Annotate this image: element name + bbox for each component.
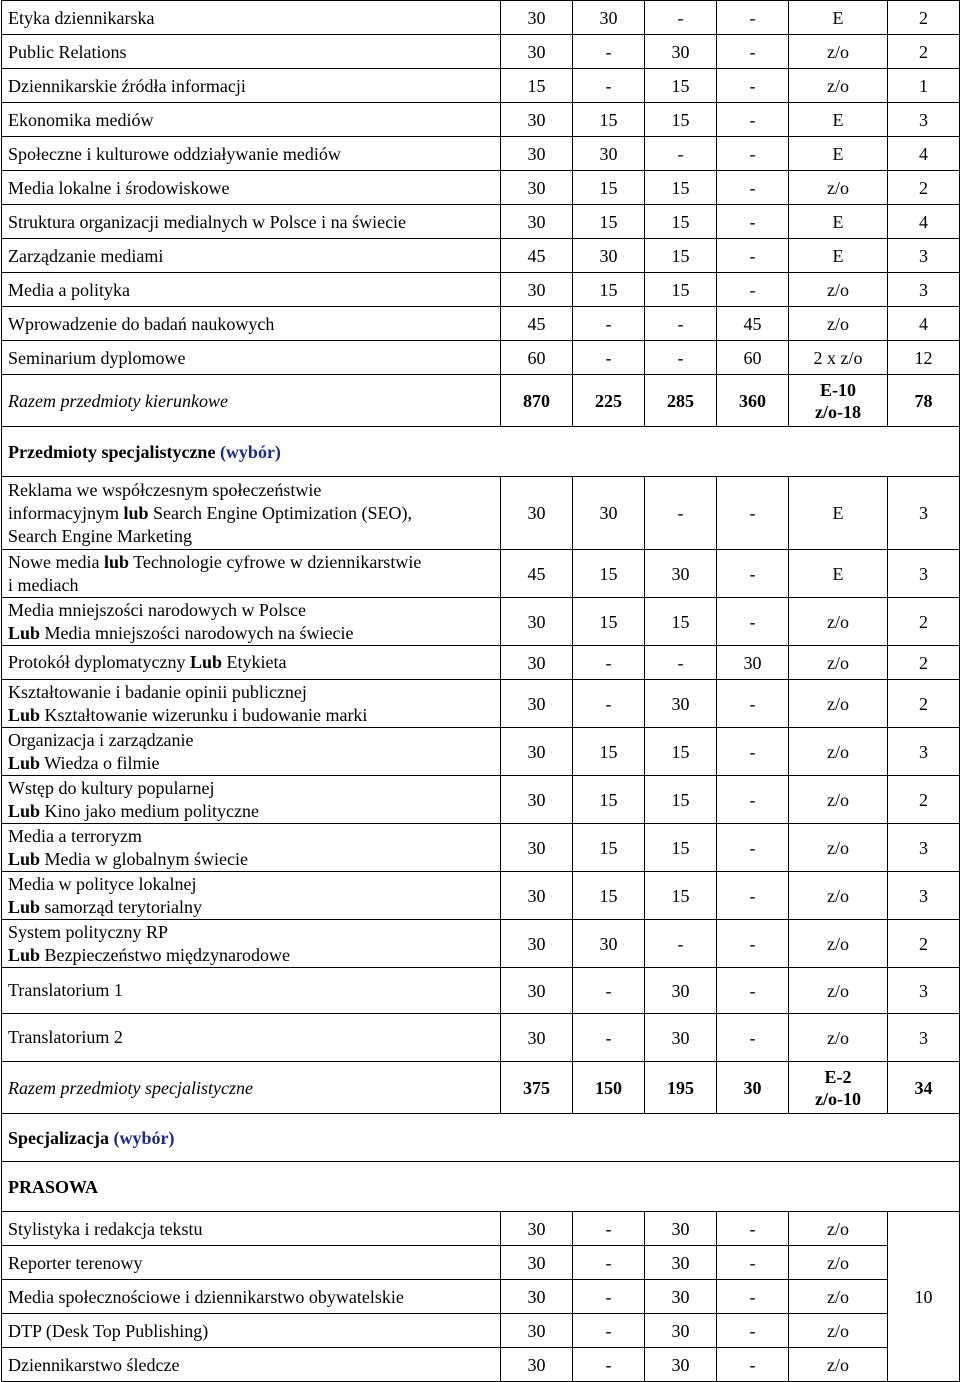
table-row [2, 550, 960, 598]
course-name: Społeczne i kulturowe oddziaływanie mediów [2, 137, 501, 171]
course-value-c3: 15 [645, 598, 717, 646]
table-row [2, 1314, 960, 1348]
section-heading-row [2, 427, 960, 477]
or-keyword: Lub [8, 752, 41, 773]
course-value-c2: 30 [573, 239, 645, 273]
course-value-c5: z/o [789, 1314, 888, 1348]
course-value-c1: 30 [501, 1246, 573, 1280]
course-value-c5: z/o [789, 171, 888, 205]
course-value-c1: 30 [501, 137, 573, 171]
section-heading [2, 427, 960, 477]
table-row [2, 1014, 960, 1062]
course-name: Ekonomika mediów [2, 103, 501, 137]
course-name-part: Media mniejszości narodowych na świecie [40, 622, 354, 643]
course-name-part: Organizacja i zarządzanie [8, 729, 194, 750]
course-name [2, 776, 501, 824]
table-row [2, 1246, 960, 1280]
course-value-c4: - [717, 1348, 789, 1382]
table-row [2, 1348, 960, 1382]
course-value-c2: 15 [573, 776, 645, 824]
course-value-c2: 15 [573, 171, 645, 205]
table-row [2, 205, 960, 239]
course-value-c5: z/o [789, 273, 888, 307]
summary-value-c4: 360 [717, 375, 789, 427]
course-name [2, 968, 501, 1014]
course-value-c5: z/o [789, 824, 888, 872]
course-value-c3: 15 [645, 239, 717, 273]
table-row [2, 968, 960, 1014]
course-value-c5: E [789, 205, 888, 239]
course-value-c1: 30 [501, 171, 573, 205]
course-value-c3: - [645, 477, 717, 550]
summary-value-c4: 30 [717, 1062, 789, 1114]
course-value-c1: 30 [501, 646, 573, 680]
course-value-c2: 15 [573, 598, 645, 646]
course-name-part: Protokół dyplomatyczny [8, 652, 190, 672]
summary-value-c3: 285 [645, 375, 717, 427]
course-name-part: Technologie cyfrowe w dziennikarstwie [129, 551, 422, 572]
table-row [2, 1280, 960, 1314]
course-value-c6: 2 [888, 598, 960, 646]
course-value-c2: - [573, 1348, 645, 1382]
table-row [2, 872, 960, 920]
summary-value-c1: 375 [501, 1062, 573, 1114]
summary-label: Razem przedmioty kierunkowe [2, 375, 501, 427]
course-value-c2: 15 [573, 872, 645, 920]
course-value-c2: - [573, 1212, 645, 1246]
course-value-c6: 3 [888, 824, 960, 872]
course-name-part: Media mniejszości narodowych w Polsce [8, 599, 306, 620]
course-value-c1: 30 [501, 477, 573, 550]
course-value-c3: 30 [645, 1348, 717, 1382]
course-value-c6: 3 [888, 1014, 960, 1062]
course-name-part: Wstęp do kultury popularnej [8, 777, 215, 798]
course-value-c5: z/o [789, 1212, 888, 1246]
course-value-c1: 60 [501, 341, 573, 375]
course-value-c4: - [717, 1212, 789, 1246]
table-row [2, 69, 960, 103]
course-name-part: Search Engine Optimization (SEO), [148, 502, 412, 523]
course-value-c5: z/o [789, 728, 888, 776]
course-value-c4: - [717, 872, 789, 920]
course-name [2, 477, 501, 550]
course-name: Etyka dziennikarska [2, 1, 501, 35]
course-value-c2: - [573, 35, 645, 69]
course-value-c3: 15 [645, 69, 717, 103]
course-value-c3: 30 [645, 550, 717, 598]
course-value-c6: 2 [888, 1, 960, 35]
course-value-c2: 15 [573, 205, 645, 239]
course-value-c3: 15 [645, 728, 717, 776]
summary-ects: 78 [888, 375, 960, 427]
course-value-c1: 30 [501, 728, 573, 776]
section-heading-text: PRASOWA [8, 1176, 99, 1197]
course-value-c3: - [645, 1, 717, 35]
course-name-part: Bezpieczeństwo międzynarodowe [40, 944, 290, 965]
course-value-c5: z/o [789, 69, 888, 103]
course-name-part: informacyjnym [8, 502, 124, 523]
section-heading [2, 1162, 960, 1212]
course-value-c4: - [717, 728, 789, 776]
section-heading [2, 1114, 960, 1162]
course-value-c4: - [717, 776, 789, 824]
course-value-c3: 15 [645, 872, 717, 920]
course-value-c2: 15 [573, 824, 645, 872]
course-value-c1: 30 [501, 1348, 573, 1382]
course-name-part: Reklama we współczesnym społeczeństwie [8, 479, 322, 500]
summary-value-c2: 150 [573, 1062, 645, 1114]
course-value-c2: - [573, 646, 645, 680]
course-name: Dziennikarstwo śledcze [2, 1348, 501, 1382]
course-value-c4: - [717, 680, 789, 728]
course-value-c4: - [717, 1014, 789, 1062]
course-name-part: samorząd terytorialny [40, 896, 202, 917]
section-heading-choice: (wybór) [219, 441, 281, 462]
course-name [2, 824, 501, 872]
table-row [2, 1212, 960, 1246]
section-heading-row [2, 1162, 960, 1212]
course-name [2, 598, 501, 646]
course-value-c5: z/o [789, 1348, 888, 1382]
course-value-c1: 45 [501, 550, 573, 598]
course-name-part: Wiedza o filmie [40, 752, 160, 773]
table-row [2, 680, 960, 728]
course-name [2, 728, 501, 776]
course-name: Reporter terenowy [2, 1246, 501, 1280]
course-name: Wprowadzenie do badań naukowych [2, 307, 501, 341]
course-value-c4: - [717, 69, 789, 103]
course-value-c1: 30 [501, 872, 573, 920]
course-value-c6: 3 [888, 103, 960, 137]
course-value-c2: - [573, 341, 645, 375]
course-value-c2: - [573, 69, 645, 103]
course-value-c5: E [789, 477, 888, 550]
section-heading-choice: (wybór) [113, 1127, 175, 1148]
course-value-c5: 2 x z/o [789, 341, 888, 375]
course-value-c6: 3 [888, 968, 960, 1014]
course-value-c3: 15 [645, 273, 717, 307]
course-value-c4: - [717, 477, 789, 550]
course-value-c5: z/o [789, 307, 888, 341]
course-value-c3: - [645, 307, 717, 341]
course-name-part: Media a terroryzm [8, 825, 142, 846]
summary-value-c2: 225 [573, 375, 645, 427]
course-value-c3: 30 [645, 1280, 717, 1314]
or-keyword: lub [103, 551, 129, 572]
or-keyword: Lub [189, 652, 223, 672]
course-name [2, 920, 501, 968]
course-value-c4: - [717, 273, 789, 307]
or-keyword: Lub [8, 800, 41, 821]
course-value-c6: 2 [888, 171, 960, 205]
course-value-c6: 4 [888, 137, 960, 171]
course-value-c4: - [717, 598, 789, 646]
course-value-c6: 2 [888, 35, 960, 69]
course-value-c1: 45 [501, 239, 573, 273]
course-value-c2: - [573, 307, 645, 341]
course-value-c4: 60 [717, 341, 789, 375]
course-value-c5: E [789, 137, 888, 171]
course-value-c6: 4 [888, 205, 960, 239]
course-value-c1: 30 [501, 920, 573, 968]
table-row [2, 341, 960, 375]
course-value-c6: 2 [888, 920, 960, 968]
course-name: Seminarium dyplomowe [2, 341, 501, 375]
summary-exam-totals [789, 1062, 888, 1114]
course-value-c6: 3 [888, 550, 960, 598]
table-row [2, 477, 960, 550]
course-value-c2: 30 [573, 137, 645, 171]
course-value-c3: 15 [645, 776, 717, 824]
course-name: Dziennikarskie źródła informacji [2, 69, 501, 103]
course-name-part: Kształtowanie i badanie opinii publicznej [8, 681, 307, 702]
course-value-c5: z/o [789, 598, 888, 646]
course-value-c3: 30 [645, 1212, 717, 1246]
course-value-c2: 15 [573, 273, 645, 307]
summary-exam-totals [789, 375, 888, 427]
course-value-c4: - [717, 35, 789, 69]
table-row [2, 728, 960, 776]
course-name: Public Relations [2, 35, 501, 69]
course-value-c4: - [717, 1, 789, 35]
course-value-c3: 15 [645, 171, 717, 205]
course-value-c4: - [717, 920, 789, 968]
course-value-c3: 30 [645, 680, 717, 728]
course-value-c3: 30 [645, 35, 717, 69]
course-value-c4: - [717, 1314, 789, 1348]
course-value-c1: 45 [501, 307, 573, 341]
course-value-c2: - [573, 1314, 645, 1348]
summary-label: Razem przedmioty specjalistyczne [2, 1062, 501, 1114]
course-value-c6: 3 [888, 239, 960, 273]
table-row [2, 776, 960, 824]
course-value-c1: 30 [501, 968, 573, 1014]
course-value-c5: z/o [789, 776, 888, 824]
table-row [2, 239, 960, 273]
course-name [2, 680, 501, 728]
course-value-c5: E [789, 239, 888, 273]
course-value-c1: 30 [501, 1212, 573, 1246]
course-value-c4: - [717, 1246, 789, 1280]
course-value-c6: 1 [888, 69, 960, 103]
course-value-c1: 30 [501, 776, 573, 824]
summary-exam-count: E-2 [824, 1066, 852, 1087]
or-keyword: Lub [8, 622, 41, 643]
course-value-c1: 30 [501, 1, 573, 35]
course-name-part: Etykieta [222, 652, 287, 672]
course-value-c5: z/o [789, 1246, 888, 1280]
course-value-c2: 30 [573, 477, 645, 550]
course-value-c6: 2 [888, 646, 960, 680]
course-value-c1: 30 [501, 824, 573, 872]
course-value-c4: 45 [717, 307, 789, 341]
course-value-c6: 4 [888, 307, 960, 341]
section-heading-text: Przedmioty specjalistyczne [8, 441, 216, 462]
course-value-c2: 15 [573, 550, 645, 598]
course-name-part: System polityczny RP [8, 921, 169, 942]
curriculum-table [1, 0, 960, 1382]
course-value-c6: 12 [888, 341, 960, 375]
course-value-c3: 15 [645, 103, 717, 137]
table-row [2, 646, 960, 680]
course-value-c5: z/o [789, 968, 888, 1014]
course-value-c1: 30 [501, 1314, 573, 1348]
course-value-c5: z/o [789, 646, 888, 680]
course-name: Media społecznościowe i dziennikarstwo obywatelskie [2, 1280, 501, 1314]
course-value-c4: - [717, 824, 789, 872]
course-value-c6: 2 [888, 680, 960, 728]
course-name: Stylistyka i redakcja tekstu [2, 1212, 501, 1246]
or-keyword: Lub [8, 704, 41, 725]
course-value-c2: - [573, 680, 645, 728]
table-row [2, 824, 960, 872]
table-row [2, 598, 960, 646]
course-value-c3: - [645, 341, 717, 375]
course-value-c2: - [573, 1014, 645, 1062]
table-row [2, 137, 960, 171]
course-name-part: Nowe media [8, 551, 104, 572]
course-name-part: i mediach [8, 574, 79, 595]
section-heading-row [2, 1114, 960, 1162]
table-row [2, 103, 960, 137]
course-value-c2: 30 [573, 920, 645, 968]
summary-value-c3: 195 [645, 1062, 717, 1114]
summary-row [2, 1062, 960, 1114]
course-name: Zarządzanie mediami [2, 239, 501, 273]
course-value-c3: 30 [645, 1246, 717, 1280]
section-heading-text: Specjalizacja [8, 1127, 109, 1148]
course-value-c4: - [717, 1280, 789, 1314]
course-value-c6: 3 [888, 728, 960, 776]
course-name [2, 872, 501, 920]
course-value-c2: 30 [573, 1, 645, 35]
specialization-ects: 10 [888, 1212, 960, 1382]
course-value-c1: 30 [501, 1280, 573, 1314]
course-value-c3: 15 [645, 824, 717, 872]
course-value-c5: z/o [789, 872, 888, 920]
course-value-c3: 15 [645, 205, 717, 239]
summary-credit-count: z/o-10 [815, 1088, 861, 1109]
course-value-c1: 30 [501, 205, 573, 239]
or-keyword: lub [123, 502, 149, 523]
course-value-c4: - [717, 239, 789, 273]
table-row [2, 273, 960, 307]
summary-exam-count: E-10 [820, 379, 856, 400]
or-keyword: Lub [8, 944, 41, 965]
summary-credit-count: z/o-18 [815, 401, 861, 422]
course-value-c5: E [789, 550, 888, 598]
course-value-c3: 30 [645, 1014, 717, 1062]
course-value-c1: 30 [501, 598, 573, 646]
course-name [2, 550, 501, 598]
course-value-c4: - [717, 171, 789, 205]
curriculum-table-page [1, 0, 959, 1382]
course-value-c1: 30 [501, 1014, 573, 1062]
course-name: Media lokalne i środowiskowe [2, 171, 501, 205]
course-value-c4: - [717, 550, 789, 598]
course-value-c5: z/o [789, 680, 888, 728]
course-name-part: Media w globalnym świecie [40, 848, 248, 869]
course-name [2, 646, 501, 680]
course-name-part: Search Engine Marketing [8, 525, 192, 546]
course-value-c6: 3 [888, 273, 960, 307]
course-value-c2: - [573, 1280, 645, 1314]
or-keyword: Lub [8, 848, 41, 869]
course-value-c5: z/o [789, 1280, 888, 1314]
course-value-c4: - [717, 205, 789, 239]
table-row [2, 35, 960, 69]
course-name-part: Kształtowanie wizerunku i budowanie marki [40, 704, 368, 725]
course-name-part: Translatorium 2 [8, 1027, 123, 1047]
course-value-c5: z/o [789, 1014, 888, 1062]
course-value-c1: 30 [501, 680, 573, 728]
course-value-c6: 3 [888, 872, 960, 920]
or-keyword: Lub [8, 896, 41, 917]
course-value-c6: 2 [888, 776, 960, 824]
course-value-c4: - [717, 137, 789, 171]
course-value-c4: - [717, 103, 789, 137]
course-name: Media a polityka [2, 273, 501, 307]
summary-row [2, 375, 960, 427]
course-value-c2: - [573, 968, 645, 1014]
course-value-c2: 15 [573, 103, 645, 137]
course-name: DTP (Desk Top Publishing) [2, 1314, 501, 1348]
course-value-c3: - [645, 920, 717, 968]
course-value-c1: 30 [501, 273, 573, 307]
course-value-c3: 30 [645, 968, 717, 1014]
course-value-c6: 3 [888, 477, 960, 550]
summary-value-c1: 870 [501, 375, 573, 427]
course-value-c1: 15 [501, 69, 573, 103]
table-row [2, 920, 960, 968]
course-name-part: Translatorium 1 [8, 980, 123, 1000]
course-value-c3: - [645, 646, 717, 680]
course-value-c5: E [789, 103, 888, 137]
course-value-c2: 15 [573, 728, 645, 776]
course-value-c5: z/o [789, 35, 888, 69]
course-value-c2: - [573, 1246, 645, 1280]
course-value-c5: E [789, 1, 888, 35]
course-name [2, 1014, 501, 1062]
course-value-c5: z/o [789, 920, 888, 968]
course-value-c4: 30 [717, 646, 789, 680]
course-name: Struktura organizacji medialnych w Polsce i na świecie [2, 205, 501, 239]
summary-ects: 34 [888, 1062, 960, 1114]
table-row [2, 1, 960, 35]
course-value-c4: - [717, 968, 789, 1014]
course-value-c1: 30 [501, 35, 573, 69]
table-row [2, 171, 960, 205]
course-value-c3: 30 [645, 1314, 717, 1348]
course-name-part: Media w polityce lokalnej [8, 873, 197, 894]
course-value-c3: - [645, 137, 717, 171]
table-row [2, 307, 960, 341]
course-name-part: Kino jako medium polityczne [40, 800, 259, 821]
course-value-c1: 30 [501, 103, 573, 137]
